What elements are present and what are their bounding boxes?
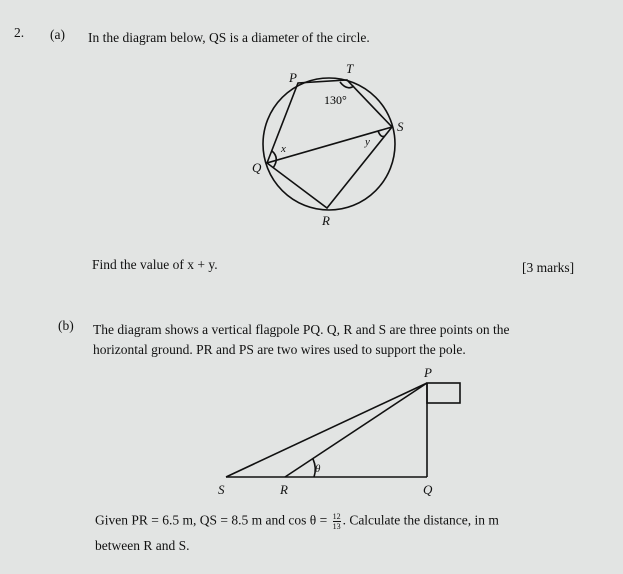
- cos-numerator: 12: [332, 512, 341, 521]
- part-a-label: (a): [50, 27, 65, 42]
- wire-pr: [285, 383, 427, 477]
- given-prefix: Given PR = 6.5 m, QS = 8.5 m and cos θ =: [95, 512, 328, 528]
- part-b-given: [95, 512, 499, 531]
- label-theta: θ: [315, 463, 321, 475]
- part-b-last-line: between R and S.: [95, 538, 190, 553]
- part-b-line2: horizontal ground. PR and PS are two wires used to support the pole.: [93, 342, 466, 357]
- angle-arc-s: [378, 131, 384, 136]
- var-x: x: [281, 143, 286, 155]
- question-number: 2.: [14, 25, 25, 40]
- wire-ps: [226, 383, 427, 477]
- part-a-task: Find the value of x + y.: [92, 257, 218, 272]
- var-y: y: [365, 136, 370, 148]
- label-p: P: [289, 70, 297, 85]
- label-t: T: [346, 61, 354, 76]
- label-p-b: P: [424, 365, 432, 380]
- part-b-line1: The diagram shows a vertical flagpole PQ. Q, R and S are three points on the: [93, 322, 510, 337]
- label-q-b: Q: [423, 482, 433, 497]
- angle-arc-q: [272, 151, 276, 168]
- label-s: S: [397, 119, 404, 134]
- given-suffix: . Calculate the distance, in m: [342, 512, 499, 528]
- part-a-marks: [3 marks]: [522, 260, 575, 275]
- cos-fraction: [333, 512, 341, 531]
- flagpole-diagram: [226, 383, 460, 477]
- angle-130: 130°: [324, 93, 347, 107]
- flag: [427, 383, 460, 403]
- label-r-b: R: [280, 482, 288, 497]
- label-r: R: [322, 213, 330, 228]
- part-a-intro: In the diagram below, QS is a diameter of the circle.: [88, 30, 370, 45]
- part-b-label: (b): [58, 318, 74, 333]
- label-q: Q: [252, 160, 262, 175]
- cos-denominator: 13: [332, 522, 341, 531]
- label-s-b: S: [218, 482, 225, 497]
